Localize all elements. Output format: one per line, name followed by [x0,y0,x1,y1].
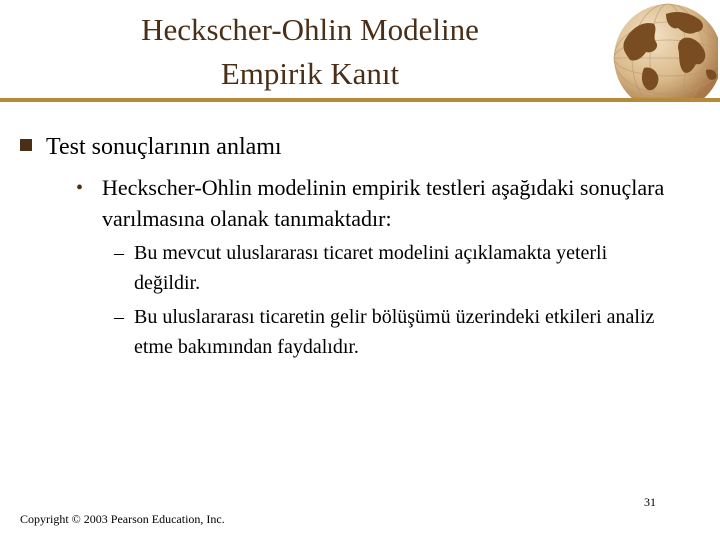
bullet-level-3-text: Bu mevcut uluslararası ticaret modelini açıklamakta yeterli değildir. [134,242,608,294]
bullet-level-2: Heckscher-Ohlin modelinin empirik testleri aşağıdaki sonuçlara varılmasına olanak tanımaktadır: [102,175,665,231]
bullet-level-3-text: Bu uluslararası ticaretin gelir bölüşümü üzerindeki etkileri analiz etme bakımından faydalıdır. [134,306,655,358]
bullet-level-1: Test sonuçlarının anlamı [46,134,282,160]
bullet-level-3-item [114,238,674,298]
globe-icon [606,2,718,98]
page-number: 31 [644,495,656,509]
slide-title [40,8,580,96]
slide-title-line-2: Empirik Kanıt [220,56,400,91]
copyright-footer: Copyright © 2003 Pearson Education, Inc. [20,512,225,526]
dash-marker: – [114,242,124,264]
square-bullet-icon [20,139,32,151]
title-divider [0,98,720,102]
round-bullet-icon: • [76,177,84,199]
bullet-level-3-item [114,302,674,362]
dash-marker: – [114,306,124,328]
slide-title-line-1: Heckscher-Ohlin Modeline [141,12,479,47]
